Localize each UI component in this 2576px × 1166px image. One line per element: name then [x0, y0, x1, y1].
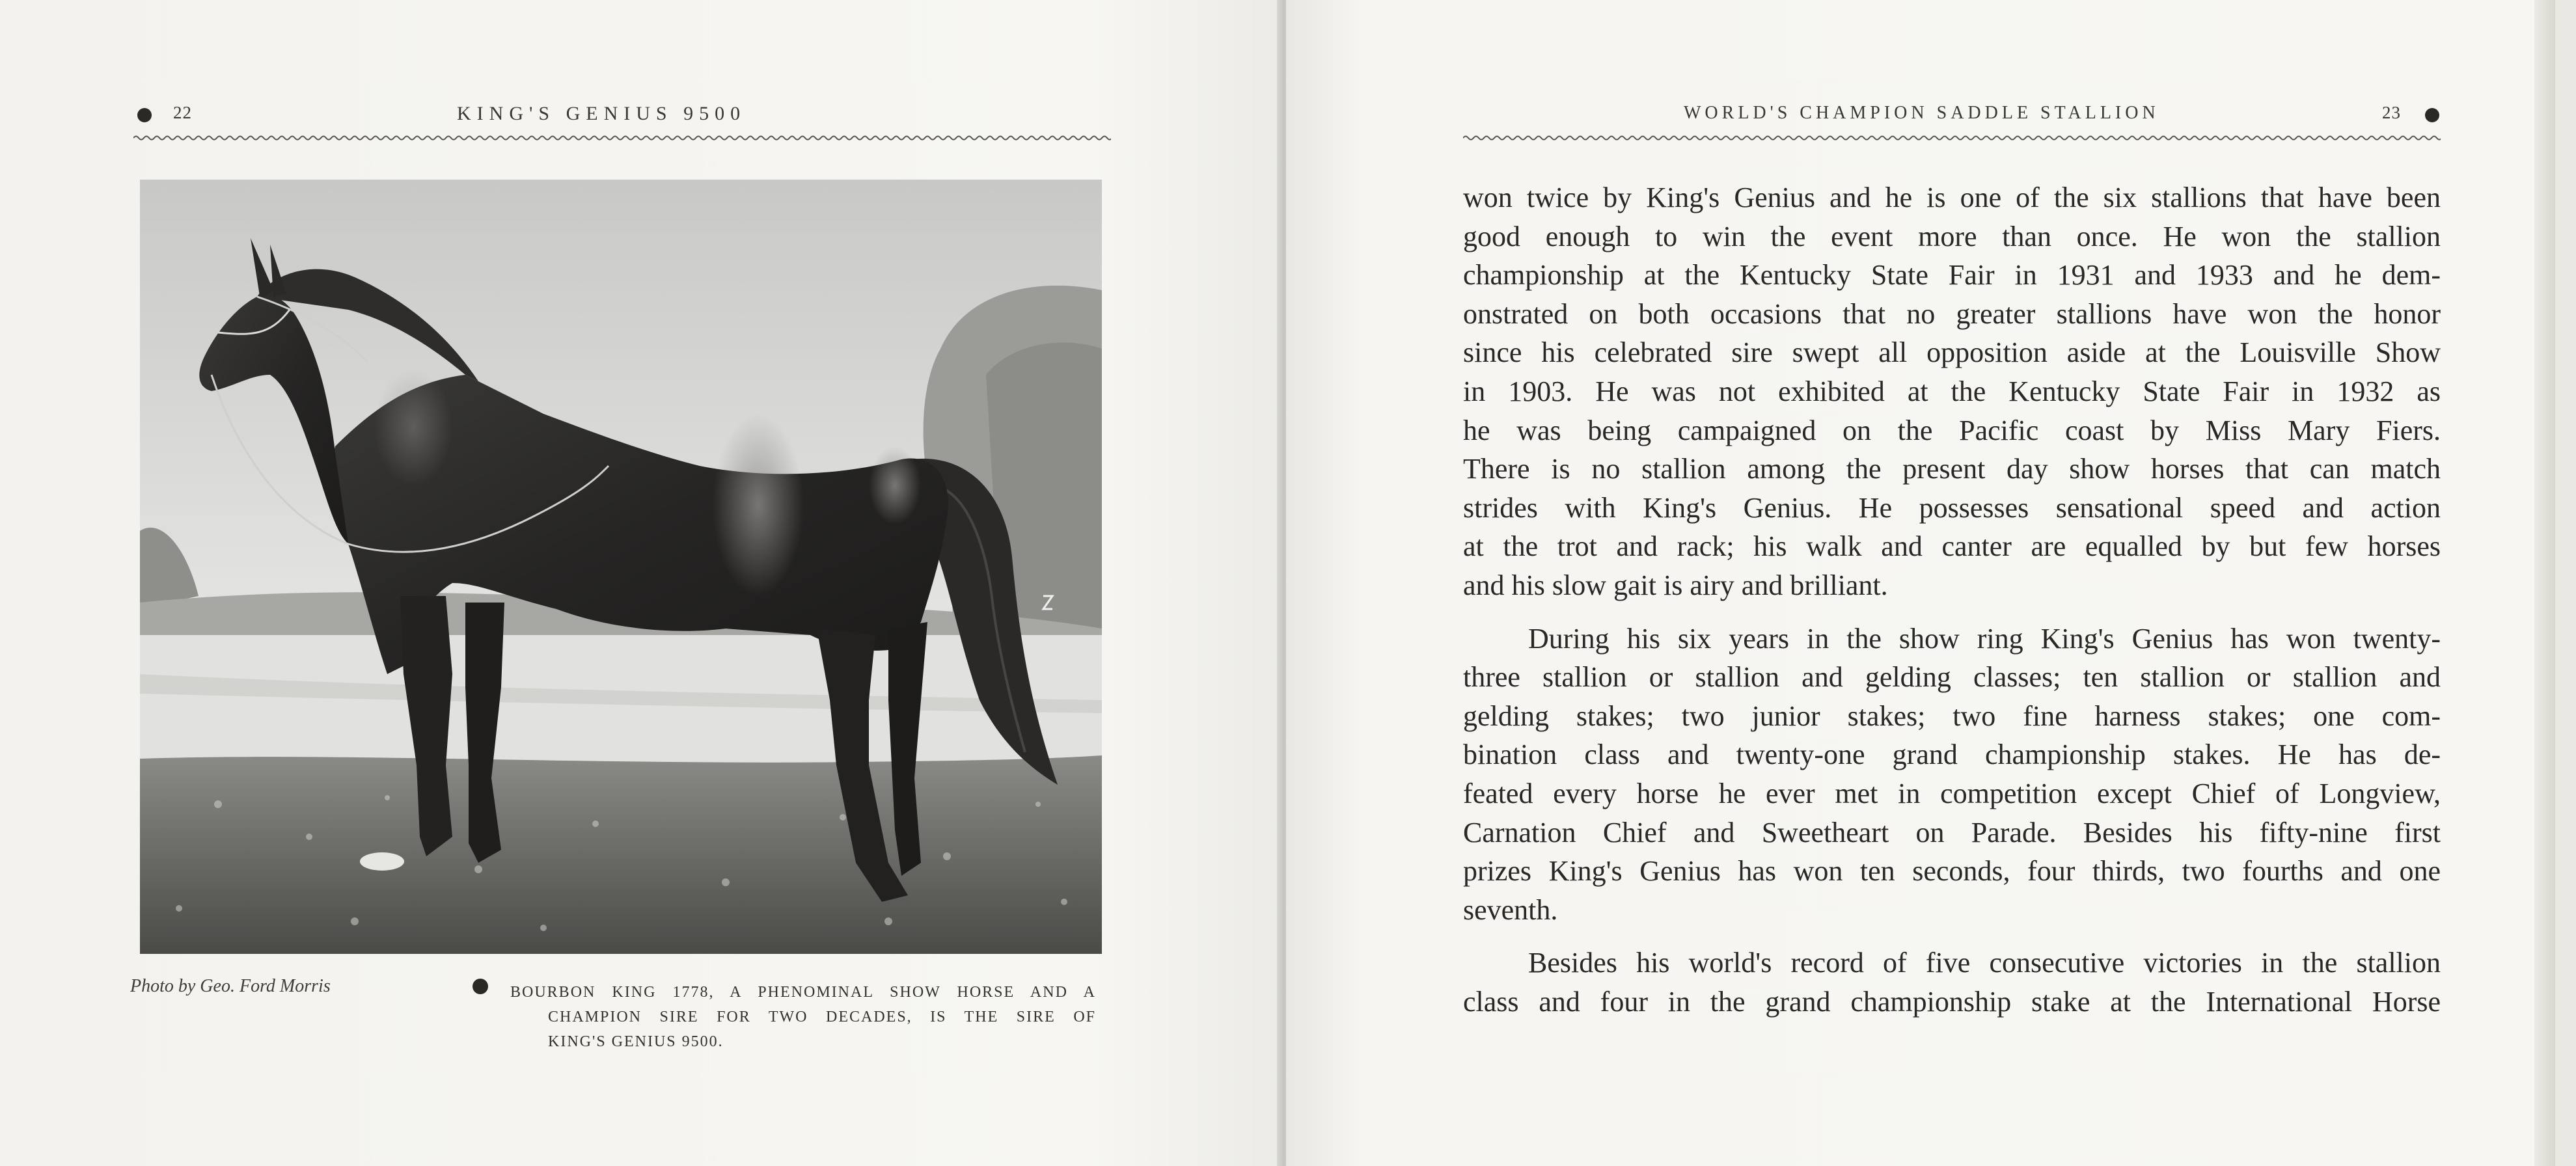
- caption-line: BOURBON KING 1778, A PHENOMINAL SHOW HORSE AND A: [510, 984, 1096, 1001]
- filled-circle-icon: [473, 979, 488, 994]
- text-line: There is no stallion among the present day show horses that can match: [1463, 453, 2441, 485]
- running-title-left: KING'S GENIUS 9500: [457, 103, 747, 124]
- filled-circle-icon: [137, 108, 152, 122]
- photo-credit: Photo by Geo. Ford Morris: [130, 976, 331, 996]
- text-line: seventh.: [1463, 893, 1558, 926]
- left-page: [0, 0, 1281, 1166]
- left-header: [0, 103, 1281, 135]
- caption-line: CHAMPION SIRE FOR TWO DECADES, IS THE SIRE OF: [548, 1009, 1096, 1025]
- text-line: three stallion or stallion and gelding classes; ten stallion or stallion and: [1463, 661, 2441, 694]
- right-header: [1286, 103, 2555, 135]
- text-line: gelding stakes; two junior stakes; two fine harness stakes; one com-: [1463, 699, 2441, 732]
- text-line: championship at the Kentucky State Fair in 1931 and 1933 and he dem-: [1463, 259, 2441, 292]
- text-line: prizes King's Genius has won ten seconds, four thirds, two fourths and one: [1463, 855, 2441, 888]
- text-line: at the trot and rack; his walk and canter are equalled by but few horses: [1463, 530, 2441, 563]
- text-line: he was being campaigned on the Pacific coast by Miss Mary Fiers.: [1463, 414, 2441, 446]
- running-title-right: WORLD'S CHAMPION SADDLE STALLION: [1684, 103, 2159, 123]
- text-line: won twice by King's Genius and he is one of the six stallions that have been: [1463, 182, 2441, 213]
- page-edge: [2534, 0, 2555, 1166]
- text-line: class and four in the grand championship stake at the International Horse: [1463, 985, 2441, 1018]
- text-line: During his six years in the show ring King's Genius has won twenty-: [1528, 622, 2441, 655]
- page-number-left: 22: [173, 103, 192, 122]
- page-number-right: 23: [2382, 103, 2401, 122]
- text-line: Carnation Chief and Sweetheart on Parade. Besides his fifty-nine first: [1463, 816, 2441, 848]
- wavy-rule-left: [133, 133, 1111, 142]
- text-line: since his celebrated sire swept all opposition aside at the Louisville Show: [1463, 336, 2441, 369]
- text-line: feated every horse he ever met in competition except Chief of Longview,: [1463, 777, 2441, 809]
- text-line: strides with King's Genius. He possesses sensational speed and action: [1463, 491, 2441, 524]
- filled-circle-icon: [2425, 108, 2439, 122]
- caption-line: KING'S GENIUS 9500.: [548, 1033, 724, 1050]
- text-line: good enough to win the event more than once. He won the stallion: [1463, 220, 2441, 252]
- text-line: onstrated on both occasions that no greater stallions have won the honor: [1463, 297, 2441, 330]
- text-line: in 1903. He was not exhibited at the Kentucky State Fair in 1932 as: [1463, 375, 2441, 407]
- text-line: bination class and twenty-one grand championship stakes. He has de-: [1463, 739, 2441, 771]
- photo-caption: [510, 980, 1096, 1054]
- horse-photograph: [140, 180, 1102, 954]
- wavy-rule-right: [1463, 133, 2441, 142]
- text-line: Besides his world's record of five consecutive victories in the stallion: [1528, 947, 2441, 979]
- body-text: [1463, 178, 2441, 1021]
- horse-photo-image: [140, 180, 1102, 954]
- text-line: and his slow gait is airy and brilliant.: [1463, 569, 1888, 601]
